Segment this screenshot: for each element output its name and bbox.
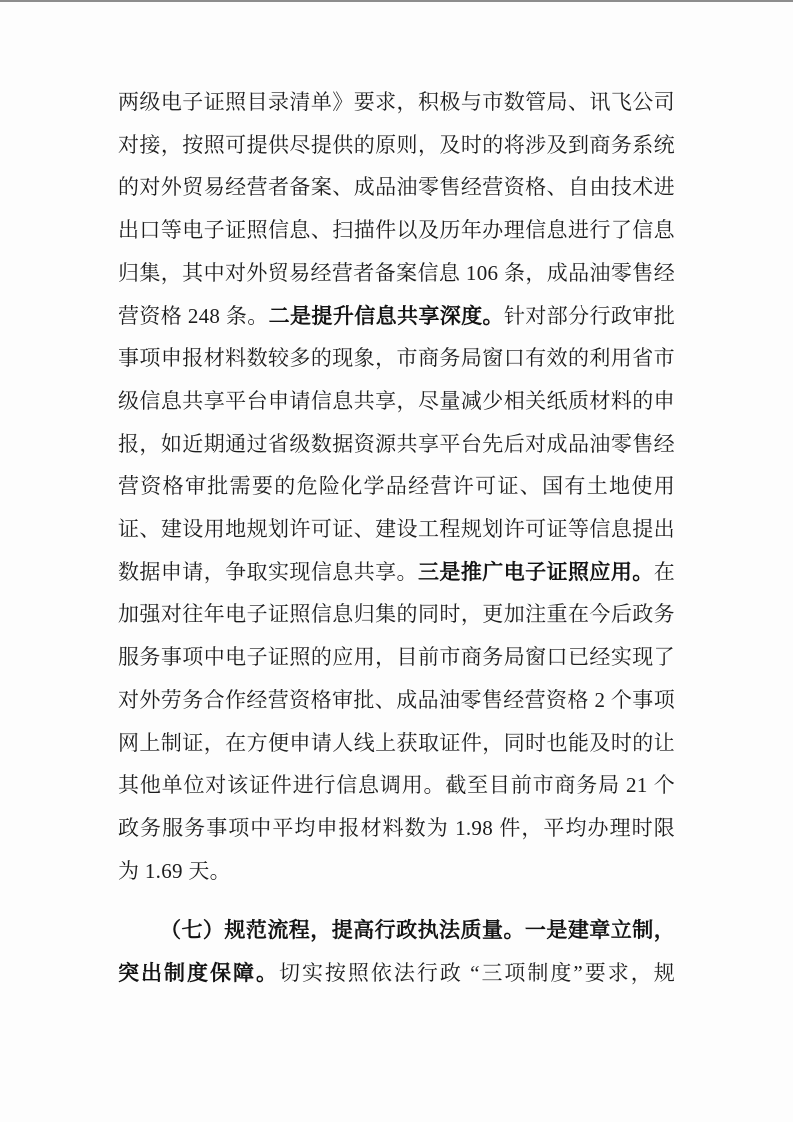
text-line: [118, 722, 675, 765]
paragraph-2: [118, 909, 675, 994]
text-line: [118, 636, 675, 679]
text-line: [118, 252, 675, 295]
bold-text-run: 二是提升信息共享深度。: [268, 303, 504, 328]
text-run: 级信息共享平台申请信息共享，尽量减少相关纸质材料的申: [118, 388, 675, 413]
text-line: [118, 124, 675, 167]
text-run: 加强对往年电子证照信息归集的同时，更加注重在今后政务: [118, 602, 675, 627]
text-run: 网上制证，在方便申请人线上获取证件，同时也能及时的让: [118, 730, 675, 755]
text-run: 对外劳务合作经营资格审批、成品油零售经营资格 2 个事项: [118, 687, 675, 712]
text-line: [118, 551, 675, 594]
text-line: [118, 909, 675, 952]
text-run: 出口等电子证照信息、扫描件以及历年办理信息进行了信息: [118, 218, 675, 243]
text-run: 为 1.69 天。: [118, 858, 231, 883]
text-run: 营资格 248 条。: [118, 303, 269, 328]
text-run: 对接，按照可提供尽提供的原则，及时的将涉及到商务系统: [118, 132, 675, 157]
text-run: 针对部分行政审批: [503, 303, 675, 328]
text-run: 数据申请，争取实现信息共享。: [118, 559, 418, 584]
paragraph-1: [118, 81, 675, 892]
text-run: 两级电子证照目录清单》要求，积极与市数管局、讯飞公司: [118, 90, 675, 114]
text-run: 政务服务事项中平均申报材料数为 1.98 件，平均办理时限: [118, 815, 675, 840]
text-line: [118, 209, 675, 252]
bold-text-run: 突出制度保障。: [118, 961, 279, 986]
bold-text-run: 三是推广电子证照应用。: [417, 559, 654, 584]
text-line: [118, 337, 675, 380]
text-line: [118, 166, 675, 209]
text-run: 归集，其中对外贸易经营者备案信息 106 条，成品油零售经: [118, 260, 675, 285]
text-run: 的对外贸易经营者备案、成品油零售经营资格、自由技术进: [118, 175, 675, 200]
text-line: [118, 81, 675, 124]
text-run: 营资格审批需要的危险化学品经营许可证、国有土地使用: [118, 474, 675, 499]
text-run: 事项申报材料数较多的现象，市商务局窗口有效的利用省市: [118, 346, 675, 371]
text-run: 证、建设用地规划许可证、建设工程规划许可证等信息提出: [118, 517, 675, 542]
text-run: 服务事项中电子证照的应用，目前市商务局窗口已经实现了: [118, 645, 675, 670]
text-run: 其他单位对该证件进行信息调用。截至目前市商务局 21 个: [118, 773, 675, 798]
text-line: [118, 850, 675, 893]
text-line: [118, 593, 675, 636]
document-text-block: [118, 81, 675, 995]
text-line: [118, 679, 675, 722]
text-line: [118, 508, 675, 551]
text-run: 切实按照依法行政 “三项制度”要求，规: [278, 961, 675, 986]
text-line: [118, 465, 675, 508]
text-line: [118, 380, 675, 423]
text-line: [118, 423, 675, 466]
scan-artifact-top-line: [0, 0, 793, 2]
text-run: 报，如近期通过省级数据资源共享平台先后对成品油零售经: [118, 431, 675, 456]
text-line: [118, 295, 675, 338]
bold-text-run: （七）规范流程，提高行政执法质量。一是建章立制，: [160, 918, 675, 943]
text-line: [118, 952, 675, 995]
text-line: [118, 764, 675, 807]
text-line: [118, 807, 675, 850]
text-run: 在: [653, 559, 675, 584]
